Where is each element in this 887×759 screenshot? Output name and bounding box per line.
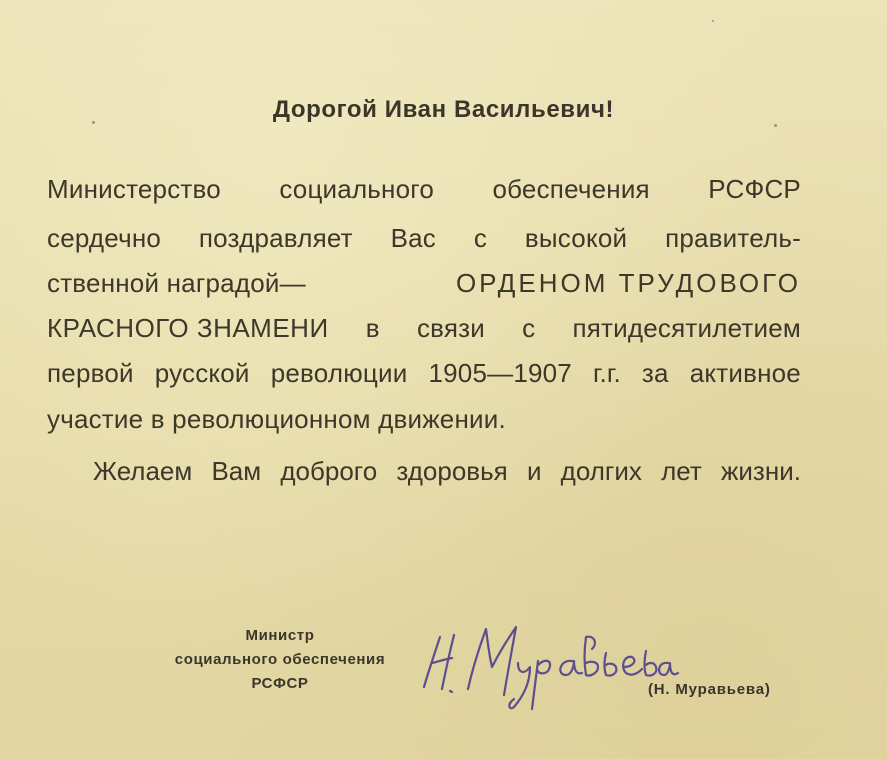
body-word: связи xyxy=(416,313,485,343)
body-word: Министерство xyxy=(47,174,221,204)
body-word: за xyxy=(641,358,669,388)
signatory-title xyxy=(140,624,420,696)
body-text: ственной наградой— xyxy=(47,268,306,298)
body-text: участие в революционном движении. xyxy=(47,404,506,434)
body-line-4 xyxy=(47,313,801,343)
greeting-heading: Дорогой Иван Васильевич! xyxy=(272,96,615,123)
signatory-title-line: РСФСР xyxy=(251,675,309,692)
wish-word: долгих xyxy=(560,456,642,486)
body-word: активное xyxy=(689,358,801,388)
handwritten-signature xyxy=(410,615,680,710)
signature-text: Н. Муравьева xyxy=(410,615,417,616)
paper-speck xyxy=(712,20,714,22)
signatory-title-line: Министр xyxy=(245,627,315,644)
body-word: сердечно xyxy=(47,223,162,253)
body-word: РСФСР xyxy=(708,174,801,204)
wish-word: Желаем xyxy=(93,456,193,486)
body-word: поздравляет xyxy=(198,223,353,253)
body-word: революции xyxy=(270,358,408,388)
body-word: 1905—1907 xyxy=(428,358,572,388)
body-word: г.г. xyxy=(593,358,621,388)
body-word: первой xyxy=(47,358,134,388)
body-line-1 xyxy=(47,174,801,204)
wish-word: здоровья xyxy=(396,456,508,486)
wish-word: и xyxy=(526,456,542,486)
body-line-3 xyxy=(47,268,801,298)
award-name-continued: КРАСНОГО ЗНАМЕНИ xyxy=(47,313,329,343)
wish-word: Вам xyxy=(211,456,262,486)
award-name: ОРДЕНОМ ТРУДОВОГО xyxy=(455,268,801,298)
paper-speck xyxy=(774,124,777,127)
body-word: русской xyxy=(154,358,250,388)
body-line-2 xyxy=(47,223,801,253)
wish-word: жизни. xyxy=(721,456,801,486)
body-word: с xyxy=(473,223,488,253)
body-word: Вас xyxy=(390,223,437,253)
wish-word: доброго xyxy=(280,456,378,486)
body-word: с xyxy=(522,313,536,343)
body-line-5 xyxy=(47,358,801,388)
body-word: обеспечения xyxy=(492,174,650,204)
body-word: пятидесятилетием xyxy=(572,313,801,343)
wish-word: лет xyxy=(661,456,702,486)
signer-name: (Н. Муравьева) xyxy=(648,681,771,698)
signatory-title-line: социального обеспечения xyxy=(174,651,386,668)
wish-line xyxy=(93,456,801,486)
body-word: правитель- xyxy=(665,223,801,253)
body-word: социального xyxy=(279,174,435,204)
body-line-6 xyxy=(47,404,801,434)
body-word: в xyxy=(365,313,380,343)
body-word: высокой xyxy=(524,223,628,253)
